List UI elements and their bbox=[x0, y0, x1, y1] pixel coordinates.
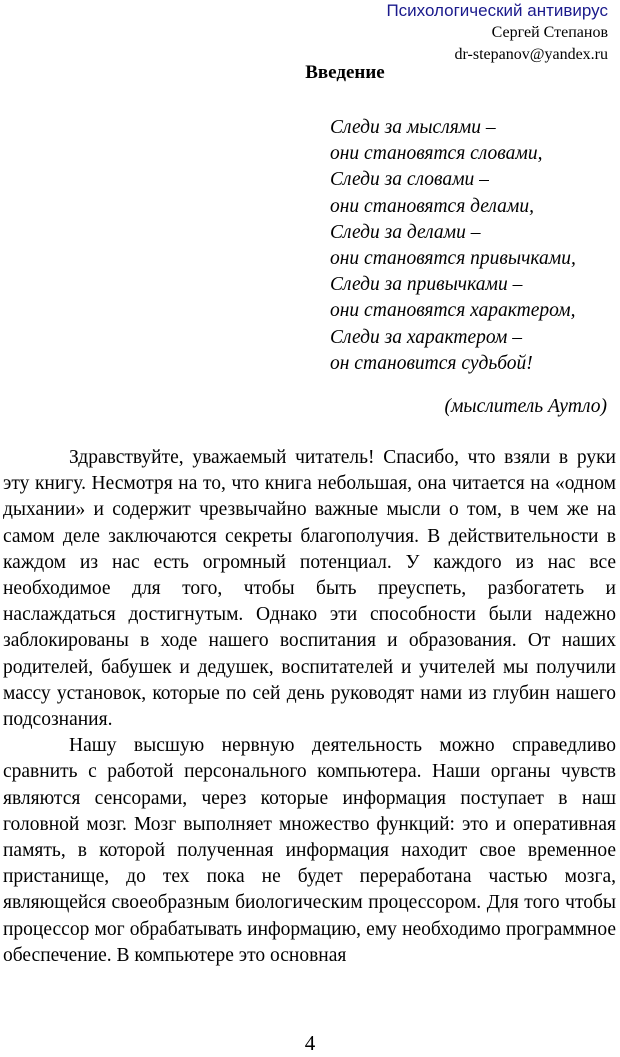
paragraph: Здравствуйте, уважаемый читатель! Спасибо, что взяли в руки эту книгу. Несмотря на то, что книга небольшая, она читается на «одном дыхании» и содержит чрезвычайно важные мысли о том, в чем же на самом деле заключаются секреты благополучия. В действительности в каждом из нас есть огромный потенциал. У каждого из нас все необходимое для того, чтобы быть преуспеть, разбогатеть и наслаждаться достигнутым. Однако эти способности были надежно заблокированы в ходе нашего воспитания и образования. От наших родителей, бабушек и дедушек, воспитателей и учителей мы получили массу установок, которые по сей день руководят нами из глубин нашего подсознания. bbox=[3, 447, 616, 731]
page-header bbox=[386, 0, 608, 66]
epigraph-line: он становится судьбой! bbox=[330, 352, 533, 374]
author-email: dr-stepanov@yandex.ru bbox=[454, 46, 608, 63]
epigraph-line: Следи за мыслями – bbox=[330, 117, 496, 138]
book-title: Психологический антивирус bbox=[386, 1, 608, 20]
section-title: Введение bbox=[305, 62, 385, 83]
body-text bbox=[3, 445, 616, 969]
page-number: 4 bbox=[304, 1031, 316, 1055]
paragraph: Нашу высшую нервную деятельность можно справедливо сравнить с работой персонального компьютера. Наши органы чувств являются сенсорами, через которые информация поступает в наш головной мозг. Мозг выполняет множество функций: это и оперативная память, в которой полученная информация находит свое временное пристанище, до тех пока не будет переработана частью мозга, являющейся своеобразным биологическим процессором. Для того чтобы процессор мог обрабатывать информацию, ему необходимо программное обеспечение. В компьютере это основная bbox=[3, 735, 616, 966]
epigraph-line: Следи за словами – bbox=[330, 169, 489, 191]
epigraph bbox=[330, 115, 576, 377]
epigraph-line: Следи за делами – bbox=[330, 221, 481, 243]
epigraph-attribution: (мыслитель Аутло) bbox=[444, 396, 607, 417]
author-name: Сергей Степанов bbox=[491, 24, 608, 41]
epigraph-line: Следи за привычками – bbox=[330, 274, 523, 296]
epigraph-line: они становятся делами, bbox=[330, 195, 534, 217]
epigraph-line: Следи за характером – bbox=[330, 326, 522, 348]
epigraph-line: они становятся привычками, bbox=[330, 248, 576, 270]
epigraph-line: они становятся словами, bbox=[330, 143, 543, 165]
epigraph-line: они становятся характером, bbox=[330, 300, 576, 322]
